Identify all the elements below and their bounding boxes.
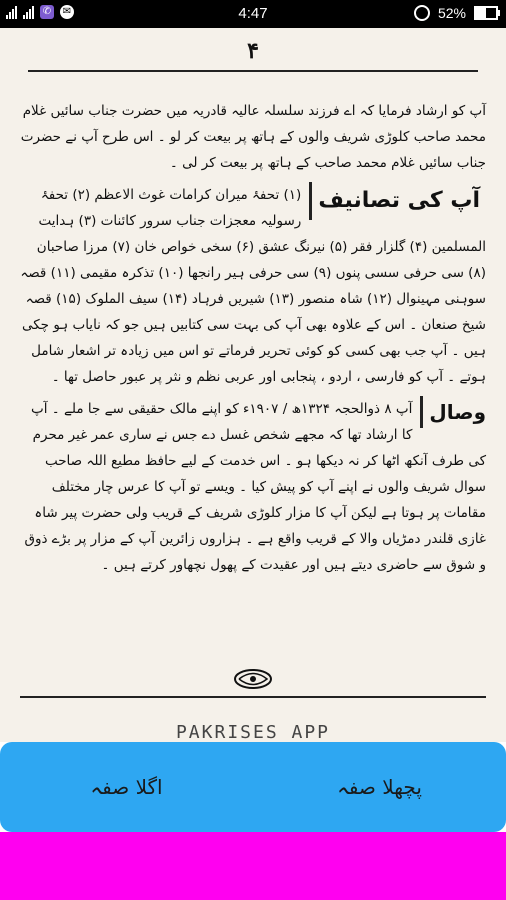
- tasanif-heading: آپ کی تصانیف: [309, 182, 486, 220]
- previous-page-button[interactable]: پچھلا صفہ: [337, 775, 422, 799]
- flourish-ornament: [233, 668, 273, 690]
- status-right: [414, 5, 498, 21]
- page-content: [20, 98, 486, 584]
- intro-paragraph: آپ کو ارشاد فرمایا کہ اے فرزند سلسلہ عالیہ قادریہ میں حضرت جناب سائیں غلام محمد صاحب کلوڑی شریف والوں کے ہاتھ پر بیعت کر لو ۔ اس طرح آپ نے حضرت جناب سائیں غلام محمد صاحب کے ہاتھ پر بیعت کر لی ۔: [20, 103, 486, 171]
- status-bar: [0, 0, 506, 28]
- watermark: PAKRISES APP: [175, 722, 331, 742]
- alarm-icon: [414, 5, 430, 21]
- battery-icon: [474, 6, 498, 20]
- next-page-button[interactable]: اگلا صفہ: [90, 775, 163, 799]
- bottom-fill: [0, 832, 506, 900]
- battery-percent: 52%: [437, 5, 466, 21]
- page-number: ۴: [247, 38, 259, 64]
- nav-panel: [0, 742, 506, 832]
- wisal-heading: وصال: [420, 396, 486, 428]
- wisal-text: آپ ۸ ذوالحجہ ۱۳۲۴ھ / ۱۹۰۷ء کو اپنے مالک حقیقی سے جا ملے ۔ آپ کا ارشاد تھا کہ مجھے شخص غسل دے جس نے ساری عمر غیر محرم کی طرف آنکھ اٹھا کر نہ دیکھا ہو ۔ اس خدمت کے لیے حافظ مطیع اللہ صاحب سوال شریف والوں نے اپنے آپ کو پیش کیا ۔ ویسے تو آپ کا عرس چار مختلف مقامات پر ہوتا ہے لیکن آپ کا مزار کلوڑی شریف کے قریب ولی حضرت پیر شاہ غازی قلندر دمڑیاں والا کے قریب واقع ہے ۔ ہزاروں زائرین آپ کے مزار پر بڑے ذوق و شوق سے حاضری دیتے ہیں اور عقیدت کے پھول نچھاور کرتے ہیں ۔: [24, 401, 486, 573]
- battery-fill: [476, 8, 486, 18]
- wisal-section: [20, 396, 486, 578]
- tasanif-text: (۱) تحفۂ میران کرامات غوث الاعظم (۲) تحفۂ رسولیہ معجزات جناب سرور کائنات (۳) ہدایت المسلمین (۴) گلزار فقر (۵) نیرنگ عشق (۶) سخی خواص خان (۷) مرزا صاحبان (۸) سی حرفی سسی پنوں (۹) سی حرفی ہیر رانجھا (۱۰) تذکرہ مقیمی (۱۱) قصہ سوہنی مہینوال (۱۲) شاہ منصور (۱۳) شیریں فرہاد (۱۴) سیف الملوک (۱۵) قصہ شیخ صنعان ۔ اس کے علاوہ بھی آپ کی بہت سی کتابیں ہیں جو کہ نایاب ہو چکی ہیں ۔ آپ جب بھی کسی کو کوئی تحریر فرماتے تو اس میں زیادہ تر اشعار شامل ہوتے ۔ آپ کو فارسی ، اردو ، پنجابی اور عربی نظم و نثر پر عبور حاصل تھا ۔: [20, 187, 486, 385]
- bottom-rule: [20, 696, 486, 698]
- status-time: 4:47: [238, 5, 268, 22]
- top-rule: [28, 70, 478, 72]
- messenger-icon: ✉: [60, 5, 74, 19]
- tasanif-section: [20, 182, 486, 390]
- book-page: [0, 28, 506, 742]
- viber-icon: ✆: [40, 5, 54, 19]
